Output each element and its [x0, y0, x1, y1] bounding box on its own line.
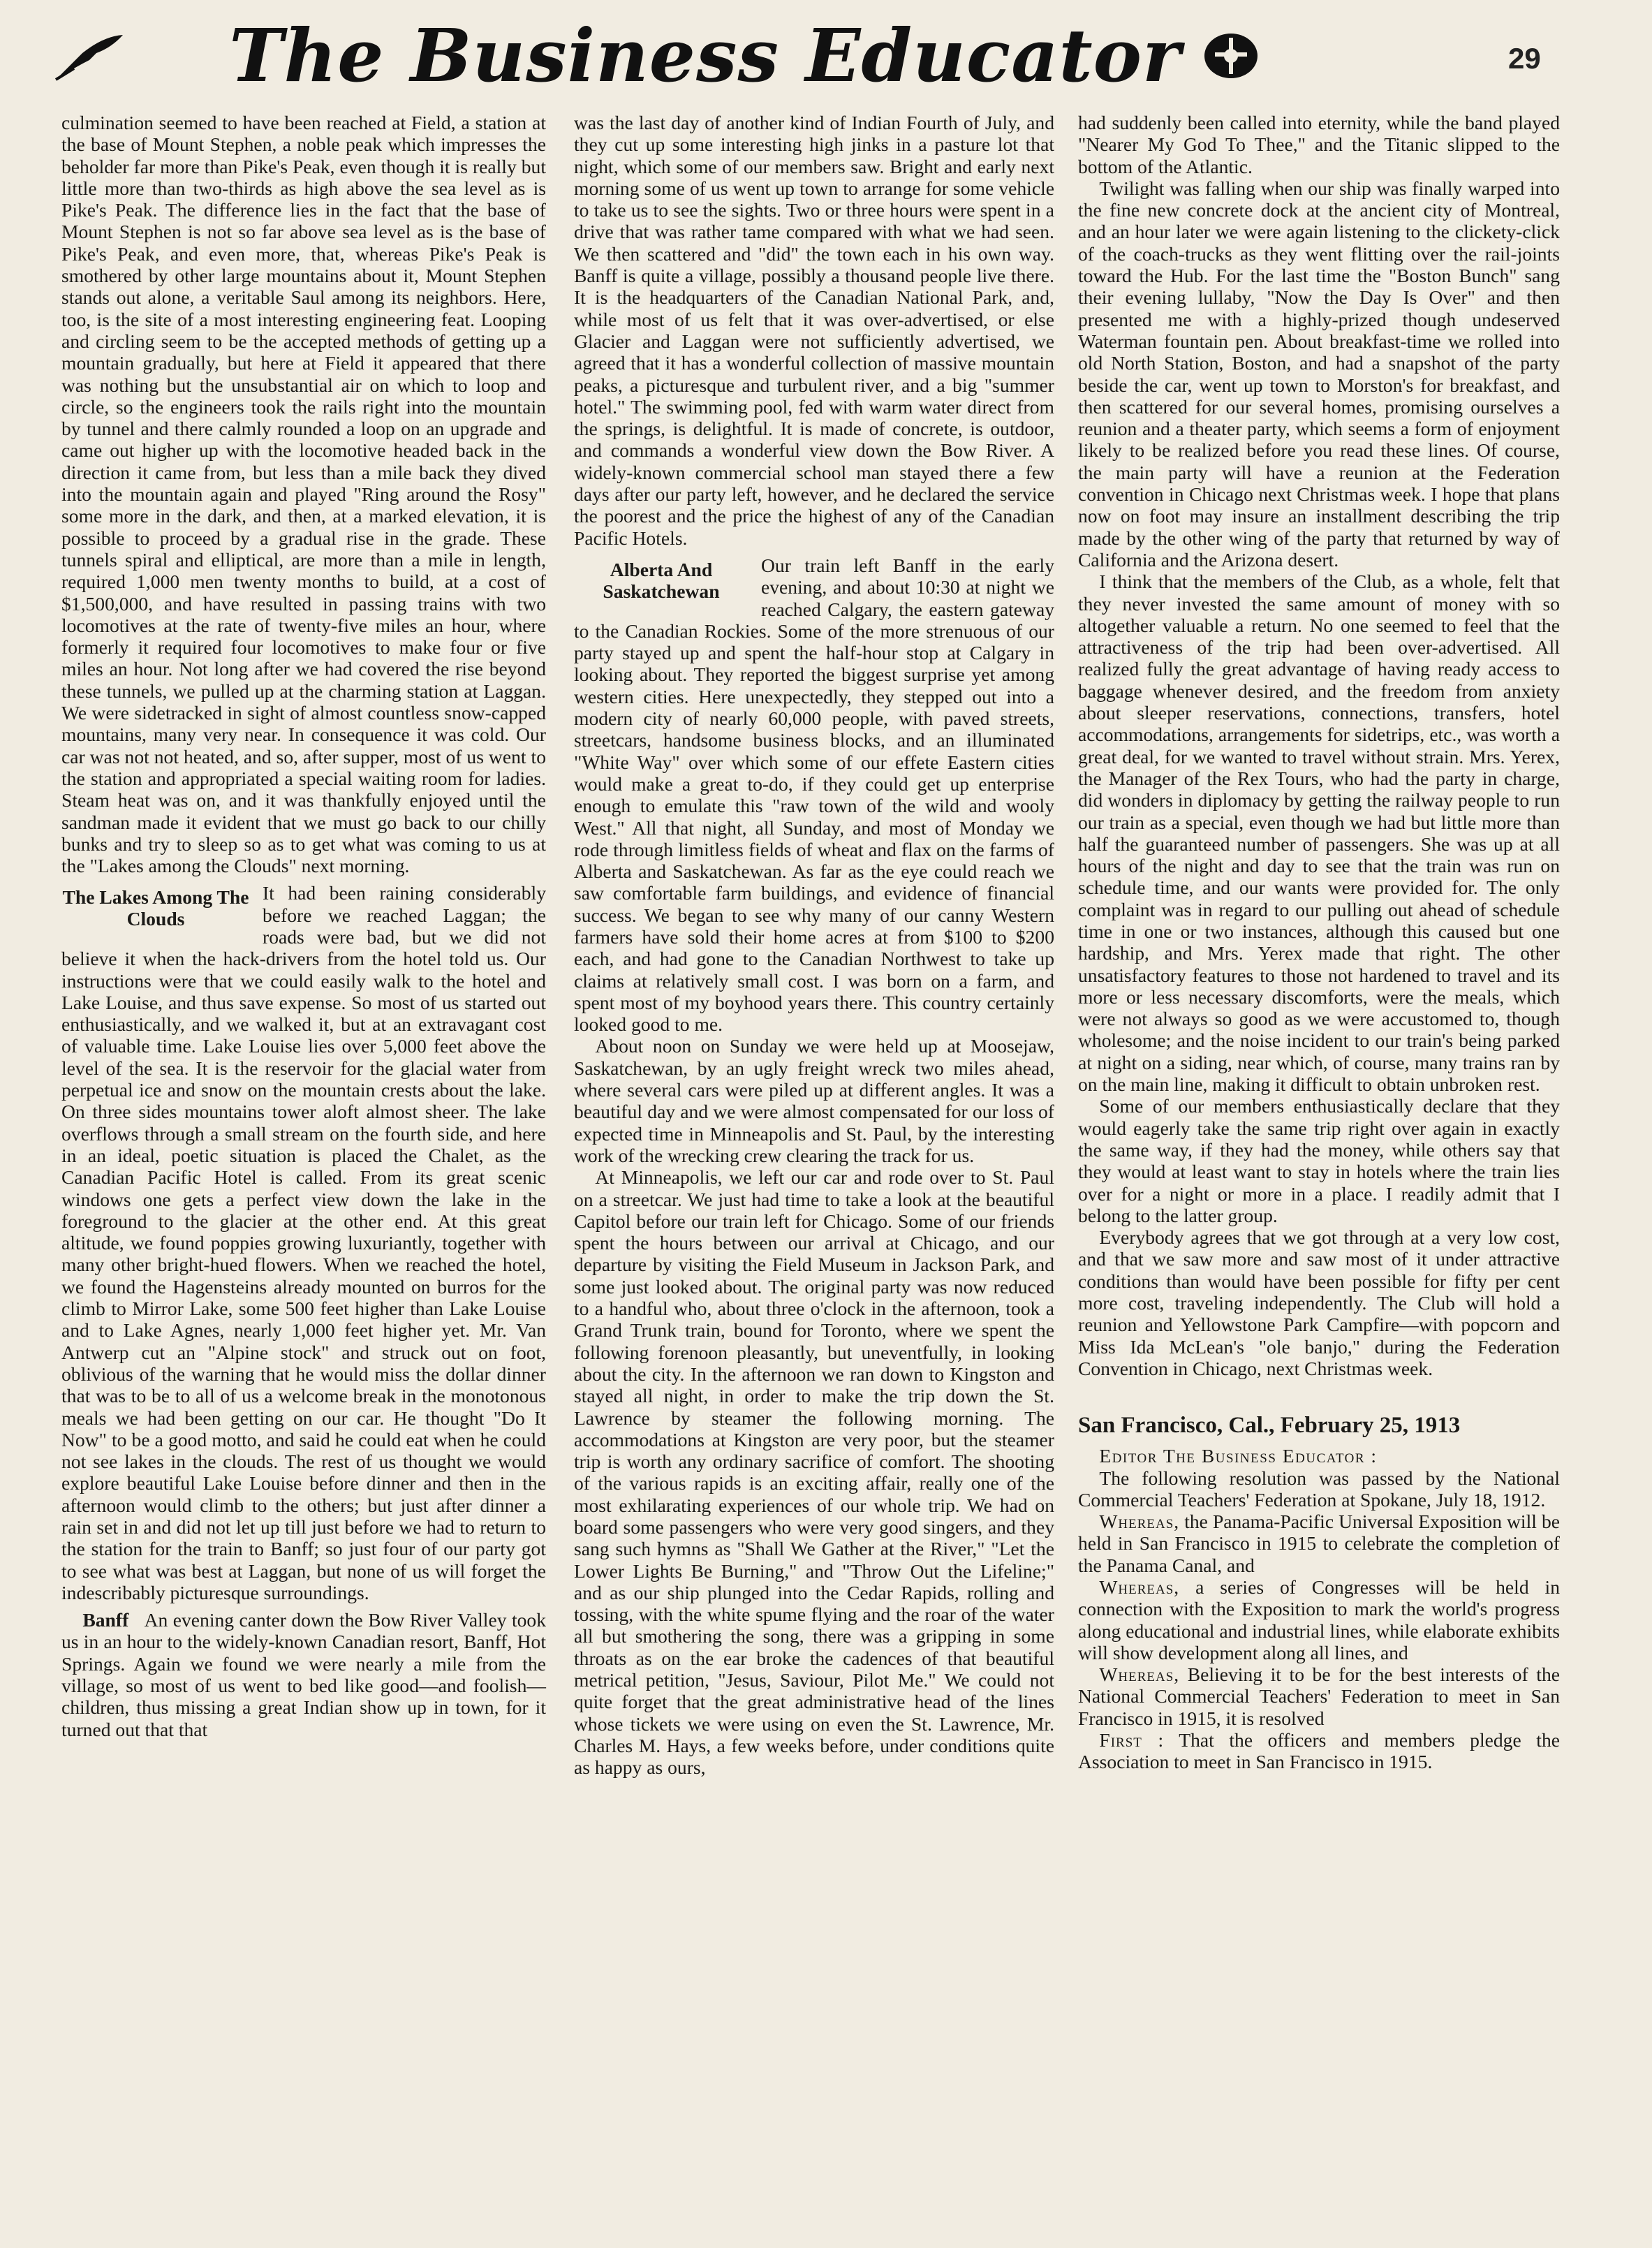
- page-header: [0, 0, 1652, 105]
- paragraph-text: Our train left Banff in the early evening, and about 10:30 at night we reached Calgary, the eastern gateway to the Canadian Rockies. Some of the more strenuous of our party stayed up and spent the half-hour stop at Calgary in looking about. They reported the biggest surprise yet among western cities. Here unexpectedly, they stepped out into a modern city of nearly 60,000 people, with paved streets, streetcars, handsome business blocks, and an illuminated "White Way" over which some of our effete Eastern cities would make a great to-do, if they could get up enterprise enough to emulate this "raw town of the wild and wooly West." All that night, all Sunday, and most of Monday we rode through limitless fields of wheat and flax on the farms of Alberta and Saskatchewan. As far as the eye could reach we saw comfortable farm buildings, and evidence of financial success. We began to see why many of our canny Western farmers have sold their home acres at from $100 to $200 each, and had gone to the Canadian Northwest to take up claims at relatively small cost. I was born on a farm, and spent most of my boyhood years there. This country certainly looked good to me.: [574, 554, 1054, 1036]
- paragraph: culmination seemed to have been reached at Field, a station at the base of Mount Stephen, a noble peak which impresses the beholder far more than Pike's Peak, even though it is really but little more than two-thirds as high above the sea level as is Pike's Peak. The difference lies in the fact that the base of Mount Stephen is not so far above sea level as is the base of Pike's Peak, and even more, that, whereas Pike's Peak is smothered by other large mountains about it, Mount Stephen stands out alone, a veritable Saul among its neighbors. Here, too, is the site of a most interesting engineering feat. Looping and circling seem to be the accepted methods of getting up a mountain gradually, but here at Field it appeared that there was nothing but the unsubstantial air on which to loop and circle, so the engineers took the rails right into the mountain by tunnel and there calmly rounded a loop on an upgrade and came out higher up with the locomotive headed back in the direction it came from, but less than a mile back they dived into the mountain again and played "Ring around the Rosy" some more in the dark, and then, at a marked elevation, it is possible to proceed by a gradual rise in the grade. These tunnels spiral and elliptical, are more than a mile in length, required 1,000 men twenty months to build, at a cost of $1,500,000, and have resulted in passing trains with two locomotives at the rate of twenty-five miles an hour, where formerly it required four locomotives to make four or five miles an hour. Not long after we had covered the rise beyond these tunnels, we pulled up at the charming station at Laggan. We were sidetracked in sight of almost countless snow-capped mountains, many very near. In consequence it was cold. Our car was not not heated, and so, after supper, most of us went to the station and appropriated a special waiting room for ladies. Steam heat was on, and it was thankfully enjoyed until the sandman made it evident that we must go back to our chilly bunks and try to sleep so as to get what was coming to us at the "Lakes among the Clouds" next morning.: [61, 112, 546, 877]
- resolution-lead: Whereas,: [1099, 1663, 1180, 1686]
- section-heading: The Lakes Among The Clouds: [62, 886, 249, 930]
- paragraph: Some of our members enthusiastically declare that they would eagerly take the same trip right over again in exactly the same way, if they had the money, while others say that they would at least want to stay in hotels where the train lies over for a night or more in a place. I readily admit that I belong to the latter group.: [1078, 1095, 1560, 1226]
- paragraph: The following resolution was passed by the National Commercial Teachers' Federation at Spokane, July 18, 1912.: [1078, 1467, 1560, 1511]
- paragraph: [1078, 1663, 1560, 1729]
- column-3: [1078, 112, 1560, 1773]
- paragraph: Everybody agrees that we got through at a very low cost, and that we saw more and saw most of it under attractive conditions than would have been possible for fifty per cent more cost, traveling independently. The Club will hold a reunion and Yellowstone Park Campfire—with popcorn and Miss Ida McLean's "ole banjo," during the Federation Convention in Chicago, next Christmas week.: [1078, 1226, 1560, 1379]
- page-number: 29: [1508, 42, 1541, 75]
- letter-salutation: Editor The Business Educator :: [1099, 1445, 1378, 1467]
- paragraph-text: That the officers and members pledge the Association to meet in San Francisco in 1915.: [1078, 1729, 1560, 1773]
- section-heading: Alberta And Saskatchewan: [603, 558, 720, 602]
- quill-pen-icon: [54, 32, 124, 81]
- paragraph: At Minneapolis, we left our car and rode over to St. Paul on a streetcar. We just had time to take a look at the beautiful Capitol before our train left for Chicago. Some of our friends spent the hours between our arrival at Chicago, and our departure by visiting the Field Museum in Jackson Park, and some just looked about. The original party was now reduced to a handful who, about three o'clock in the afternoon, took a Grand Trunk train, bound for Toronto, where we spent the following forenoon pleasantly, but uneventfully, in looking about the city. In the afternoon we ran down to Kingston and stayed all night, in order to make the trip down the St. Lawrence by steamer the following morning. The accommodations at Kingston are very poor, but the steamer trip is worth any ordinary sacrifice of comfort. The shooting of the various rapids is an exciting affair, really one of the most exhilarating experiences of our whole trip. We had on board some passengers who were very good singers, and they sang such hymns as "Shall We Gather at the River," "Let the Lower Lights Be Burning," and "Throw Out the Lifeline;" and as our ship plunged into the Cedar Rapids, rolling and tossing, with the white spume flying and the roar of the water all but smothering the song, there was a gripping in some throats as on the ear broke the cadences of that beautiful metrical petition, "Jesus, Saviour, Pilot Me." We could not quite forget that the great administrative head of the lines whose tickets we were using on even the St. Lawrence, Mr. Charles M. Hays, a few weeks before, under conditions quite as happy as ours,: [574, 1166, 1054, 1779]
- paragraph-text: Believing it to be for the best interests of the National Commercial Teachers' Federation to meet in San Francisco in 1915, it is resolved: [1078, 1663, 1560, 1729]
- column-1: [61, 112, 546, 1740]
- masthead-title: The Business Educator: [229, 13, 1181, 98]
- paragraph: [1078, 1511, 1560, 1576]
- section-heading: Banff: [82, 1609, 129, 1631]
- resolution-lead: Whereas,: [1099, 1576, 1180, 1598]
- paragraph: had suddenly been called into eternity, while the band played "Nearer My God To Thee," and the Titanic slipped to the bottom of the Atlantic.: [1078, 112, 1560, 177]
- paragraph: [61, 882, 546, 1603]
- paragraph: [1078, 1729, 1560, 1773]
- paragraph-text: An evening canter down the Bow River Valley took us in an hour to the widely-known Canadian resort, Banff, Hot Springs. Again we found we were nearly a mile from the village, so most of us went to bed like good—and foolish—children, thus missing a great Indian show up in town, for it turned out that that: [61, 1609, 547, 1740]
- column-2: [574, 112, 1054, 1779]
- paragraph: [1078, 1576, 1560, 1663]
- paragraph: was the last day of another kind of Indian Fourth of July, and they cut up some interesting high jinks in a pasture lot that night, which some of our members saw. Bright and early next morning some of us went up town to arrange for some vehicle to take us to see the sights. Two or three hours were spent in a drive that was rather tame compared with what we had seen. We then scattered and "did" the town each in his own way. Banff is quite a village, possibly a thousand people live there. It is the headquarters of the Canadian National Park, and, while most of us felt that it was over-advertised, or else Glacier and Laggan were not sufficiently advertised, we agreed that it has a wonderful collection of massive mountain peaks, a picturesque and turbulent river, and a big "summer hotel." The swimming pool, fed with warm water direct from the springs, is delightful. It is made of concrete, is outdoor, and commands a wonderful view down the Bow River. A widely-known commercial school man stayed there a few days after our party left, however, and he declared the service the poorest and the price the highest of any of the Canadian Pacific Hotels.: [574, 112, 1054, 549]
- paragraph-text: the Panama-Pacific Universal Exposition will be held in San Francisco in 1915 to celebrate the completion of the Panama Canal, and: [1078, 1511, 1560, 1576]
- paragraph: Twilight was falling when our ship was finally warped into the fine new concrete dock at the ancient city of Montreal, and an hour later we were again listening to the clickety-click of the coach-trucks as they went flitting over the rail-joints toward the Hub. For the last time the "Boston Bunch" sang their evening lullaby, "Now the Day Is Over" and then presented me with a highly-prized though undeserved Waterman fountain pen. About breakfast-time we rolled into old North Station, Boston, and had a snapshot of the party beside the car, went up town to Morston's for breakfast, and then scattered for our several homes, promising ourselves a reunion and a theater party, which seems a form of enjoyment likely to be realized before you read these lines. Of course, the main party will have a reunion at the Federation convention in Chicago next Christmas week. I hope that plans now on foot may insure an installment describing the trip made by the other wing of the party that returned by way of California and the Arizona desert.: [1078, 177, 1560, 571]
- emblem-icon: [1201, 28, 1261, 81]
- resolution-lead: Whereas,: [1099, 1511, 1180, 1533]
- resolution-lead: First :: [1099, 1729, 1165, 1751]
- paragraph: [61, 1609, 546, 1740]
- paragraph-text: It had been raining considerably before we reached Laggan; the roads were bad, but we did not believe it when the hack-drivers from the hotel told us. Our instructions were that we could easily walk to the hotel and Lake Louise, and thus save expense. So most of us started out enthusiastically, and we walked it, but at an extravagant cost of valuable time. Lake Louise lies over 5,000 feet above the level of the sea. It is the reservoir for the glacial water from perpetual ice and snow on the mountain crests about the lake. On three sides mountains tower aloft almost sheer. The lake overflows through a small stream on the fourth side, and here in an ideal, poetic situation is placed the Chalet, as the Canadian Pacific Hotel is called. From its great scenic windows one gets a perfect view down the lake in the foreground to the glacier at the other end. At this great altitude, we found poppies growing luxuriantly, together with many other bright-hued flowers. When we reached the hotel, we found the Hagensteins already mounted on burros for the climb to Mirror Lake, some 500 feet higher than Lake Louise and to Lake Agnes, nearly 1,000 feet higher yet. Mr. Van Antwerp cut an "Alpine stock" and struck out on foot, oblivious of the warning that he would miss the dollar dinner that was to be to all of us a welcome break in the monotonous meals we had been getting on our car. He thought "Do It Now" to be a good motto, and said he could eat when he could not see lakes in the clouds. The rest of us thought we would explore beautiful Lake Louise before dinner and then in the afternoon would climb to the others; but just after dinner a rain set in and did not let up till just before we had to return to the station for the train to Banff; so just four of our party got to see what was best at Laggan, but none of us will forget the indescribably picturesque surroundings.: [61, 882, 546, 1603]
- paragraph: About noon on Sunday we were held up at Moosejaw, Saskatchewan, by an ugly freight wreck two miles ahead, where several cars were piled up at different angles. It was a beautiful day and we were almost compensated for our loss of expected time in Minneapolis and St. Paul, by the interesting work of the wrecking crew clearing the track for us.: [574, 1035, 1054, 1166]
- paragraph: [574, 554, 1054, 1036]
- letter-heading: San Francisco, Cal., February 25, 1913: [1078, 1413, 1461, 1439]
- paragraph-text: a series of Congresses will be held in connection with the Exposition to mark the world's progress along educational and industrial lines, while elaborate exhibits will show development along all lines, and: [1078, 1576, 1560, 1663]
- paragraph: I think that the members of the Club, as a whole, felt that they never invested the same amount of money with so altogether valuable a return. No one seemed to feel that the attractiveness of the trip had been over-advertised. All realized fully the great advantage of having ready access to baggage whenever desired, and the freedom from anxiety about sleeper reservations, connections, transfers, hotel accommodations, arrangements for sidetrips, etc., was worth a great deal, for we wanted to travel without strain. Mrs. Yerex, the Manager of the Rex Tours, who had the party in charge, did wonders in diplomacy by getting the railway people to run our train as a special, even though we had but little more than half the guaranteed number of passengers. She was up at all hours of the night and day to see that the train was run on schedule time, and our wants were provided for. The only complaint was in regard to our pulling out ahead of schedule time in one or two instances, although this caused but one hardship, and Mrs. Yerex made that right. The other unsatisfactory features to those not hardened to travel and its more or less necessary discomforts, were the meals, which were not always so good as we were accustomed to, though wholesome; and the noise incident to our train's being parked at night on a siding, near which, of course, many trains ran by on the main line, making it difficult to obtain unbroken rest.: [1078, 571, 1560, 1096]
